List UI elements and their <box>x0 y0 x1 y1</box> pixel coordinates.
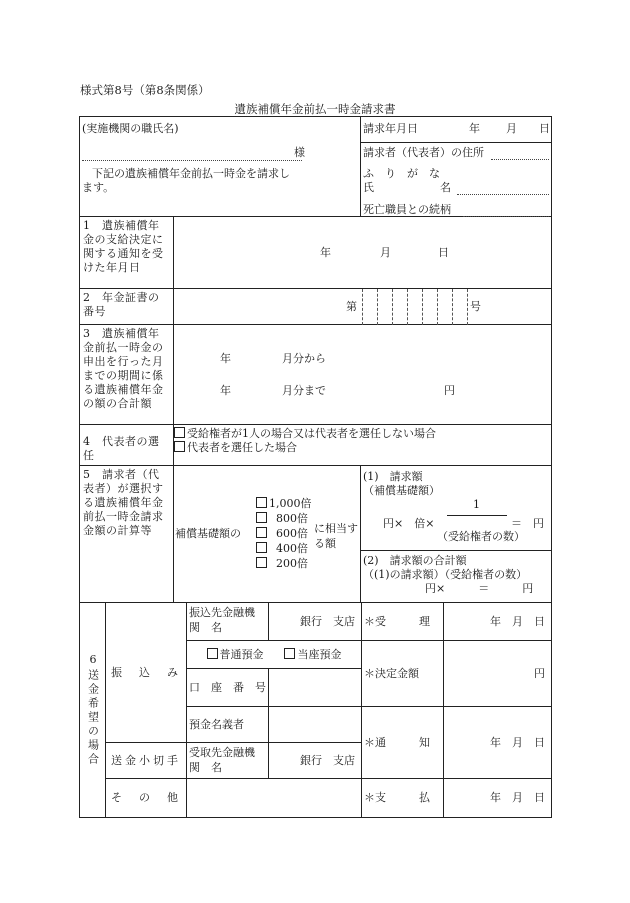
checkbox-icon[interactable] <box>256 497 267 508</box>
checkbox-icon[interactable] <box>284 648 295 659</box>
tsuchi-label: ＊通 知 <box>362 707 444 779</box>
name-input[interactable] <box>457 181 549 195</box>
total-title: (2) 請求額の合計額 <box>363 554 467 567</box>
name-label: 氏 名 <box>363 181 452 194</box>
multiplier-option-text: 400倍 <box>276 542 308 555</box>
row1-nen: 年 <box>320 246 331 259</box>
claim-denominator: （受給権者の数） <box>437 530 526 543</box>
request-date-nen: 年 <box>469 122 481 135</box>
row2-value[interactable] <box>174 289 552 325</box>
receive-bank-label: 受取先金融機 関 名 <box>187 743 269 779</box>
account-holder-label: 預金名義者 <box>187 707 269 743</box>
multiplier-option[interactable] <box>256 496 312 511</box>
row3-yen: 円 <box>444 384 455 397</box>
row4-option1[interactable] <box>174 427 551 441</box>
row1-value[interactable] <box>174 217 552 289</box>
multiplier-option-text: 800倍 <box>276 512 308 525</box>
row1-hi: 日 <box>438 246 449 259</box>
address-input[interactable] <box>491 146 549 160</box>
row5-multiplier <box>174 466 361 603</box>
multiplier-option[interactable] <box>256 526 312 541</box>
check-text: 送金小切手 <box>111 753 181 767</box>
shiharai-date[interactable]: 年 月 日 <box>444 779 552 818</box>
juri-label: ＊受 理 <box>362 603 444 641</box>
request-date-hi: 日 <box>539 122 551 135</box>
multiplier-option[interactable] <box>256 511 312 526</box>
claim-equals-yen: ＝ 円 <box>511 517 545 530</box>
account-type <box>187 641 362 669</box>
checkbox-icon[interactable] <box>256 512 267 523</box>
futsu-option[interactable] <box>207 648 264 661</box>
checkbox-icon[interactable] <box>256 542 267 553</box>
address-label: 請求者（代表者）の住所 <box>363 146 485 159</box>
kettei-label: ＊決定金額 <box>362 641 444 707</box>
check-label <box>106 743 187 779</box>
kettei-yen[interactable]: 円 <box>444 641 552 707</box>
relation-label: 死亡職員との続柄 <box>363 203 452 216</box>
receive-bank-value[interactable]: 銀行 支店 <box>269 743 362 779</box>
row3-to-nen: 年 <box>220 384 231 397</box>
row4-label: 4 代表者の選任 <box>80 425 174 466</box>
juri-date[interactable]: 年 月 日 <box>444 603 552 641</box>
row4-options <box>174 425 552 466</box>
request-date-tsuki: 月 <box>506 122 518 135</box>
row5-calc <box>361 466 552 603</box>
relation-input[interactable] <box>463 203 549 217</box>
row4-option1-text: 受給権者が1人の場合又は代表者を選任しない場合 <box>187 427 436 440</box>
request-date-label: 請求年月日 <box>363 122 419 135</box>
row3-from-nen: 年 <box>220 352 231 365</box>
claim-numerator: 1 <box>473 498 481 511</box>
multiplier-options <box>256 496 312 571</box>
account-no-label: 口 座 番 号 <box>187 669 269 707</box>
checkbox-icon[interactable] <box>207 648 218 659</box>
account-holder-value[interactable] <box>269 707 362 743</box>
tsuchi-date[interactable]: 年 月 日 <box>444 707 552 779</box>
sama-label: 様 <box>294 146 305 159</box>
toza-option[interactable] <box>284 648 341 661</box>
recipient-block <box>80 117 361 217</box>
section6-label <box>80 603 106 818</box>
row3-from-tsuki: 月分から <box>282 352 326 365</box>
total-calc: 円× ＝ 円 <box>425 582 534 595</box>
bank-value[interactable]: 銀行 支店 <box>269 603 362 641</box>
claim-title: (1) 請求額 <box>363 470 423 483</box>
other-value[interactable] <box>187 779 362 818</box>
checkbox-icon[interactable] <box>174 427 185 438</box>
multiplier-option[interactable] <box>256 556 312 571</box>
row2-label: 2 年金証書の番号 <box>80 289 174 325</box>
row3-value[interactable] <box>174 325 552 425</box>
form-title: 遺族補償年金前払一時金請求書 <box>234 102 396 116</box>
multiplier-option[interactable] <box>256 541 312 556</box>
row1-label: 1 遺族補償年金の支給決定に関する通知を受けた年月日 <box>80 217 174 289</box>
row5-label: 5 請求者（代表者）が選択する遺族補償年金前払一時金請求金額の計算等 <box>80 466 174 603</box>
recipient-label: (実施機関の職氏名) <box>82 122 179 135</box>
shiharai-label: ＊支 払 <box>362 779 444 818</box>
row3-label: 3 遺族補償年金前払一時金の申出を行った月までの期間に係る遺族補償年金の額の合計額 <box>80 325 174 425</box>
multiplier-option-text: 600倍 <box>276 527 308 540</box>
multiplier-option-text: 200倍 <box>276 557 308 570</box>
bank-label: 振込先金融機 関 名 <box>187 603 269 641</box>
checkbox-icon[interactable] <box>256 527 267 538</box>
claim-sub: （補償基礎額） <box>363 484 441 497</box>
furigana-label: ふ り が な <box>363 167 441 180</box>
account-no-value[interactable] <box>269 669 362 707</box>
row1-tsuki: 月 <box>380 246 391 259</box>
form-number: 様式第8号（第8条関係） <box>80 83 210 97</box>
recipient-input[interactable] <box>82 146 302 161</box>
other-text: そ の 他 <box>111 791 181 804</box>
request-text-1: 下記の遺族補償年金前払一時金を請求し <box>92 167 290 180</box>
main-form-table <box>79 116 552 603</box>
row2-dai: 第 <box>346 300 357 313</box>
furikomi-label <box>106 603 187 743</box>
total-sub: （(1)の請求額）（受給権者の数） <box>363 568 528 581</box>
row2-go: 号 <box>470 300 481 313</box>
other-label <box>106 779 187 818</box>
row3-to-tsuki: 月分まで <box>282 384 326 397</box>
checkbox-icon[interactable] <box>256 557 267 568</box>
row4-option2[interactable] <box>174 441 551 455</box>
remittance-table <box>79 602 552 818</box>
section6-label-text: 6送金希望の場合 <box>86 653 100 767</box>
requester-block <box>361 117 552 217</box>
furikomi-text: 振 込 み <box>111 665 181 679</box>
claim-yen-times: 円× 倍× <box>383 517 435 530</box>
row5-base-label: 補償基礎額の <box>175 527 241 540</box>
futsu-text: 普通預金 <box>219 647 264 661</box>
multiplier-option-text: 1,000倍 <box>269 497 312 510</box>
checkbox-icon[interactable] <box>174 441 185 452</box>
toza-text: 当座預金 <box>297 647 342 661</box>
row4-option2-text: 代表者を選任した場合 <box>187 441 297 454</box>
row5-equivalent: に相当する額 <box>314 522 358 550</box>
request-text-2: ます。 <box>82 181 115 194</box>
